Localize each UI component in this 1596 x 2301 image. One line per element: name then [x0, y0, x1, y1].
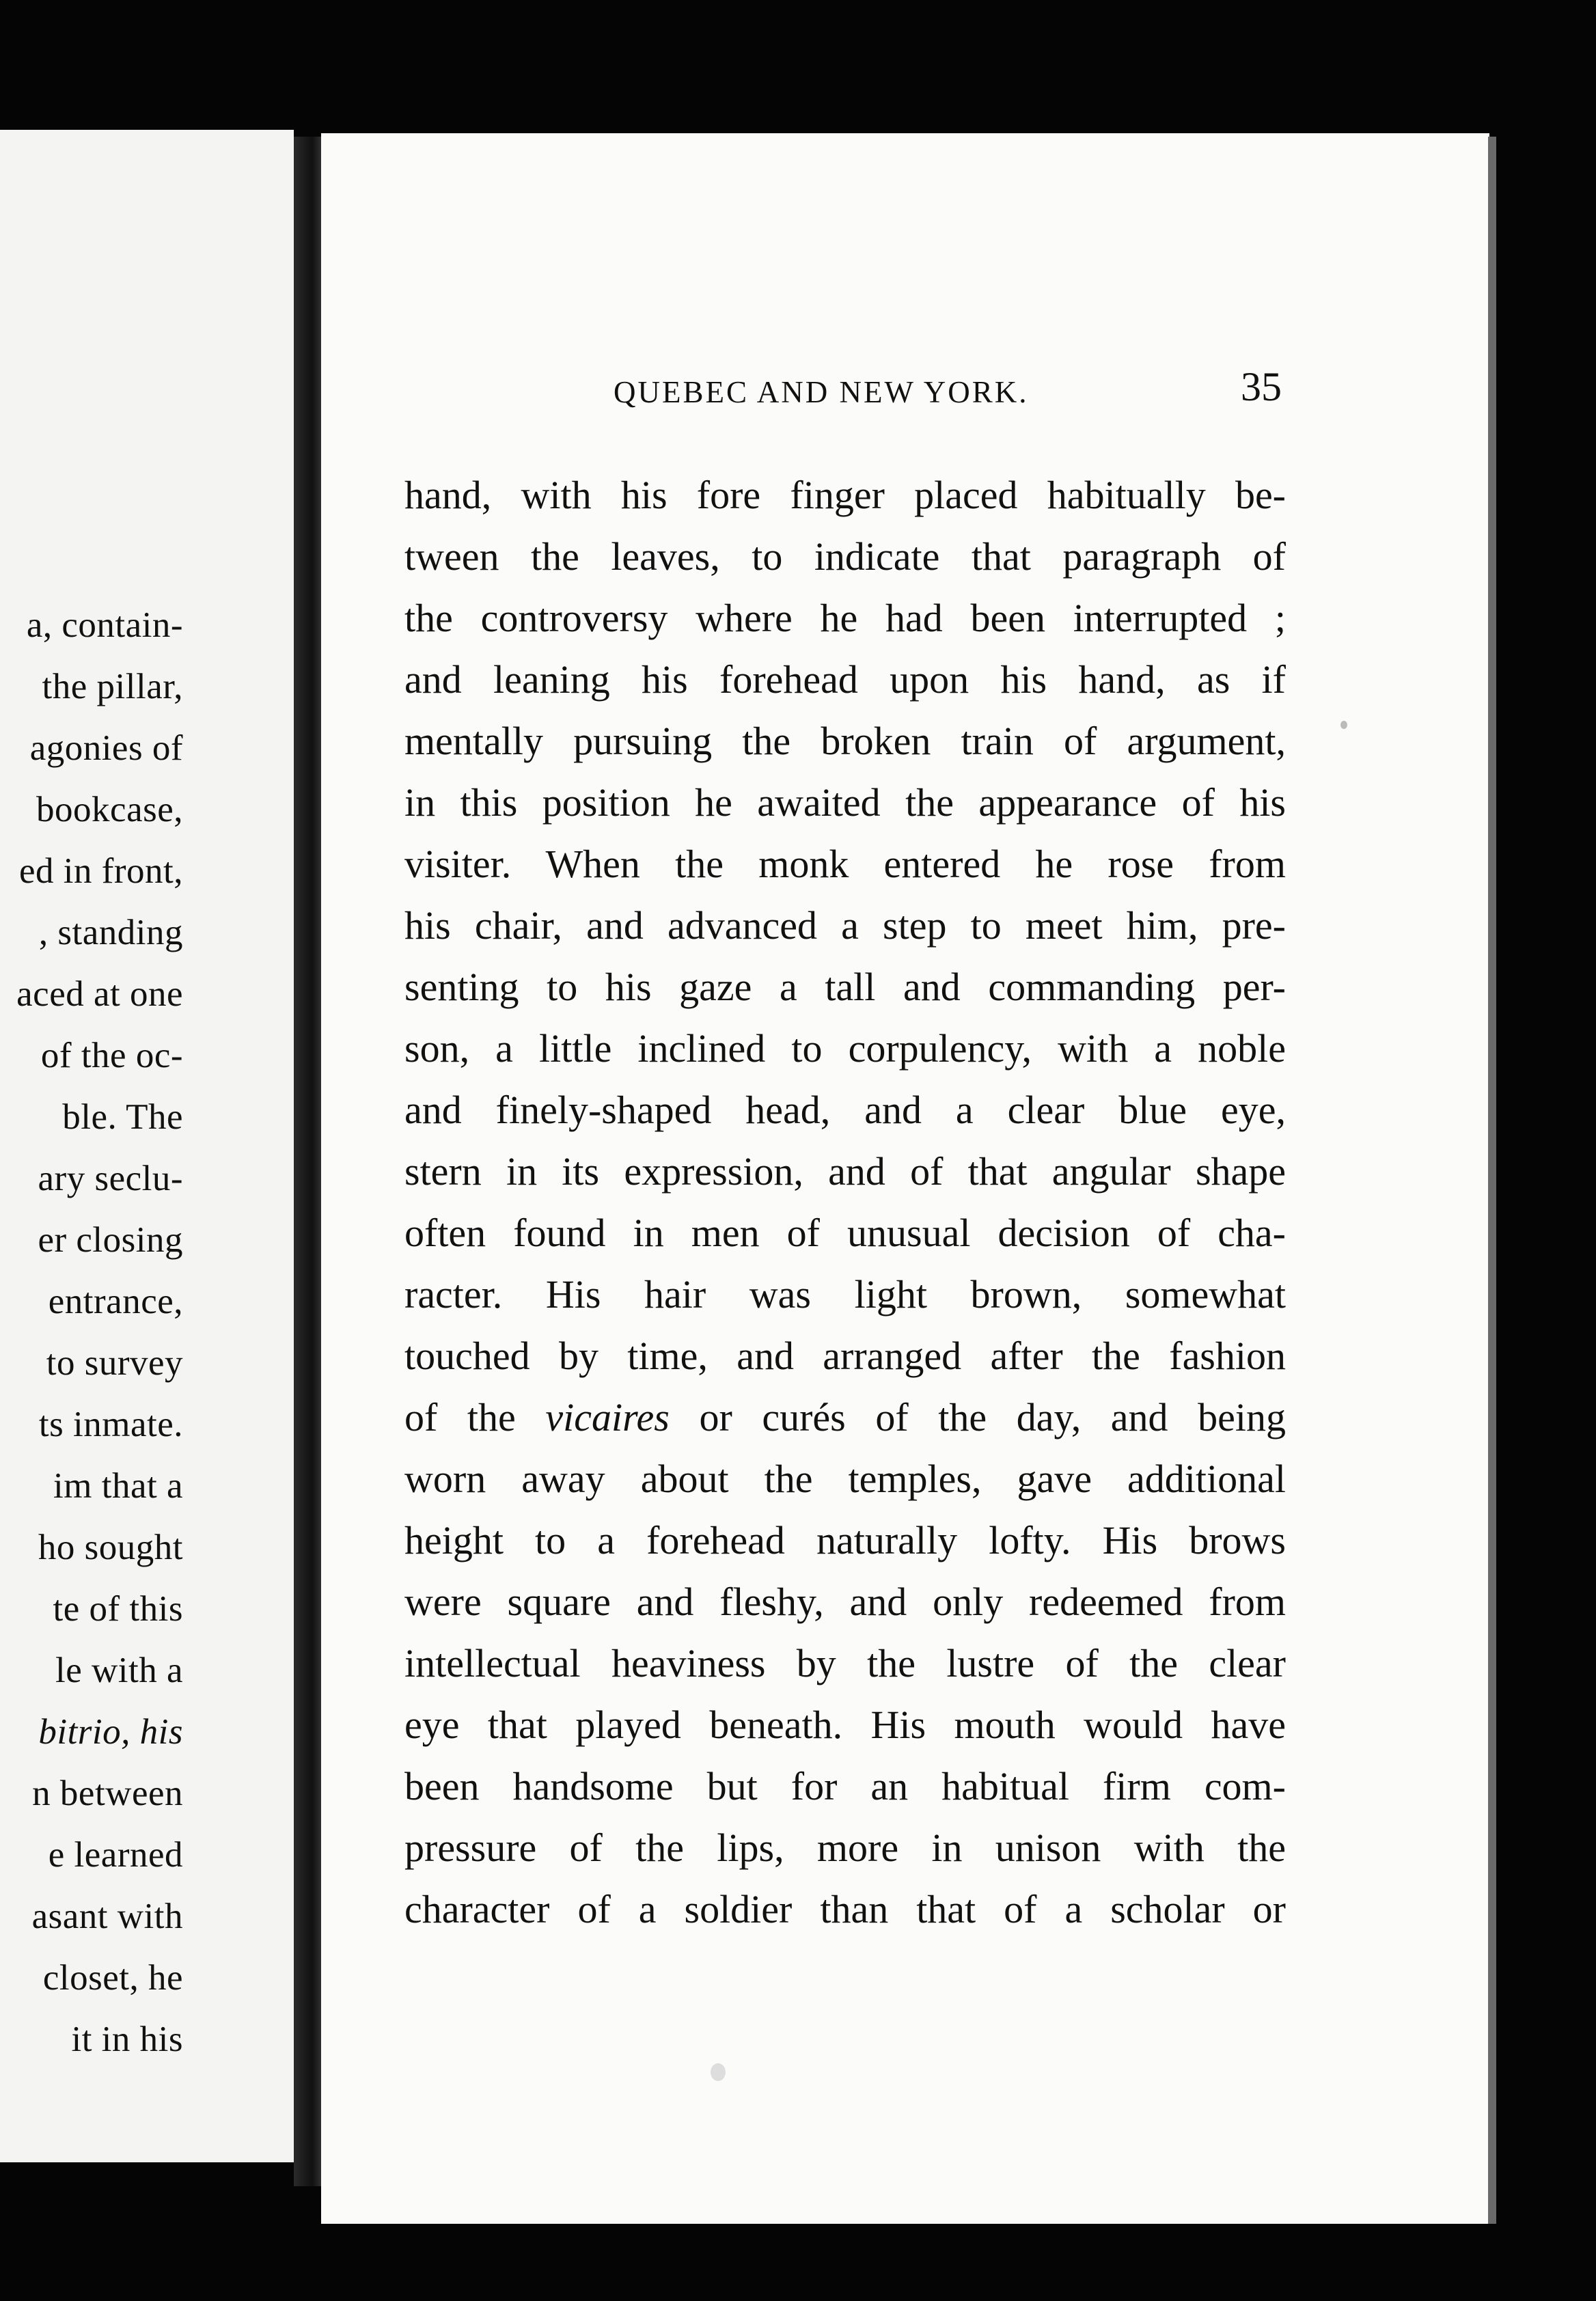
left-line: te of this [53, 1589, 183, 1629]
text-line: visiter. When the monk entered he rose from [404, 842, 1286, 886]
left-line: it in his [71, 2020, 183, 2059]
text-line: and leaning his forehead upon his hand, as if [404, 657, 1286, 702]
left-line: to survey [46, 1343, 183, 1383]
text-segment: of the [404, 1395, 546, 1439]
left-line: a, contain- [26, 605, 183, 645]
dust-speck [711, 2063, 726, 2081]
text-line: often found in men of unusual decision of cha- [404, 1211, 1286, 1255]
left-line: le with a [55, 1651, 183, 1690]
left-line: ary seclu- [38, 1159, 183, 1198]
text-segment: or curés of the day, and being [669, 1395, 1287, 1439]
text-line: his chair, and advanced a step to meet him, pre- [404, 903, 1286, 948]
left-line: , standing [38, 913, 183, 952]
page-header [601, 364, 1291, 422]
left-line: ed in front, [18, 851, 183, 891]
text-line: eye that played beneath. His mouth would have [404, 1703, 1286, 1747]
body-text [404, 465, 1286, 1940]
text-line: hand, with his fore finger placed habitually be- [404, 473, 1286, 517]
left-line: entrance, [48, 1282, 183, 1321]
text-line: and finely-shaped head, and a clear blue eye, [404, 1088, 1286, 1132]
running-head: QUEBEC AND NEW YORK. [614, 375, 1029, 409]
text-line: touched by time, and arranged after the fashion [404, 1334, 1286, 1378]
text-line: mentally pursuing the broken train of argument, [404, 719, 1286, 763]
book-gutter-shadow [294, 137, 325, 2186]
left-line: of the oc- [40, 1036, 183, 1075]
text-line: the controversy where he had been interrupted ; [404, 596, 1286, 640]
text-line: stern in its expression, and of that angular shape [404, 1149, 1286, 1194]
left-facing-page [0, 130, 294, 2162]
text-line: worn away about the temples, gave additional [404, 1457, 1286, 1501]
left-line: n between [32, 1774, 183, 1813]
text-line: character of a soldier than that of a scholar or [404, 1887, 1286, 1931]
text-line: pressure of the lips, more in unison with the [404, 1825, 1286, 1870]
text-line: in this position he awaited the appearance of his [404, 780, 1286, 825]
text-line: intellectual heaviness by the lustre of the clear [404, 1641, 1286, 1685]
text-line: height to a forehead naturally lofty. His brows [404, 1518, 1286, 1562]
page-number: 35 [1241, 364, 1282, 409]
text-line: racter. His hair was light brown, somewhat [404, 1272, 1286, 1317]
left-line: ts inmate. [38, 1405, 183, 1444]
left-line: ho sought [38, 1528, 183, 1567]
text-line: senting to his gaze a tall and commanding per- [404, 965, 1286, 1009]
italic-term: vicaires [545, 1395, 670, 1439]
left-line: bookcase, [36, 790, 183, 829]
page-edge [1488, 137, 1496, 2224]
left-line: aced at one [16, 974, 183, 1014]
left-line: closet, he [42, 1958, 183, 1998]
text-line: son, a little inclined to corpulency, with a noble [404, 1026, 1286, 1071]
text-line [404, 1387, 1286, 1448]
text-line: were square and fleshy, and only redeemed from [404, 1580, 1286, 1624]
left-line: ble. The [62, 1097, 183, 1137]
left-line: er closing [38, 1220, 183, 1260]
left-line: asant with [31, 1897, 183, 1936]
text-line: tween the leaves, to indicate that paragraph of [404, 534, 1286, 579]
left-line: agonies of [29, 728, 183, 768]
left-line: im that a [53, 1466, 183, 1506]
dust-speck [1340, 721, 1347, 729]
left-line: bitrio, his [38, 1712, 183, 1752]
left-line: e learned [48, 1835, 183, 1875]
left-line: the pillar, [42, 667, 183, 706]
text-line: been handsome but for an habitual firm com- [404, 1764, 1286, 1808]
